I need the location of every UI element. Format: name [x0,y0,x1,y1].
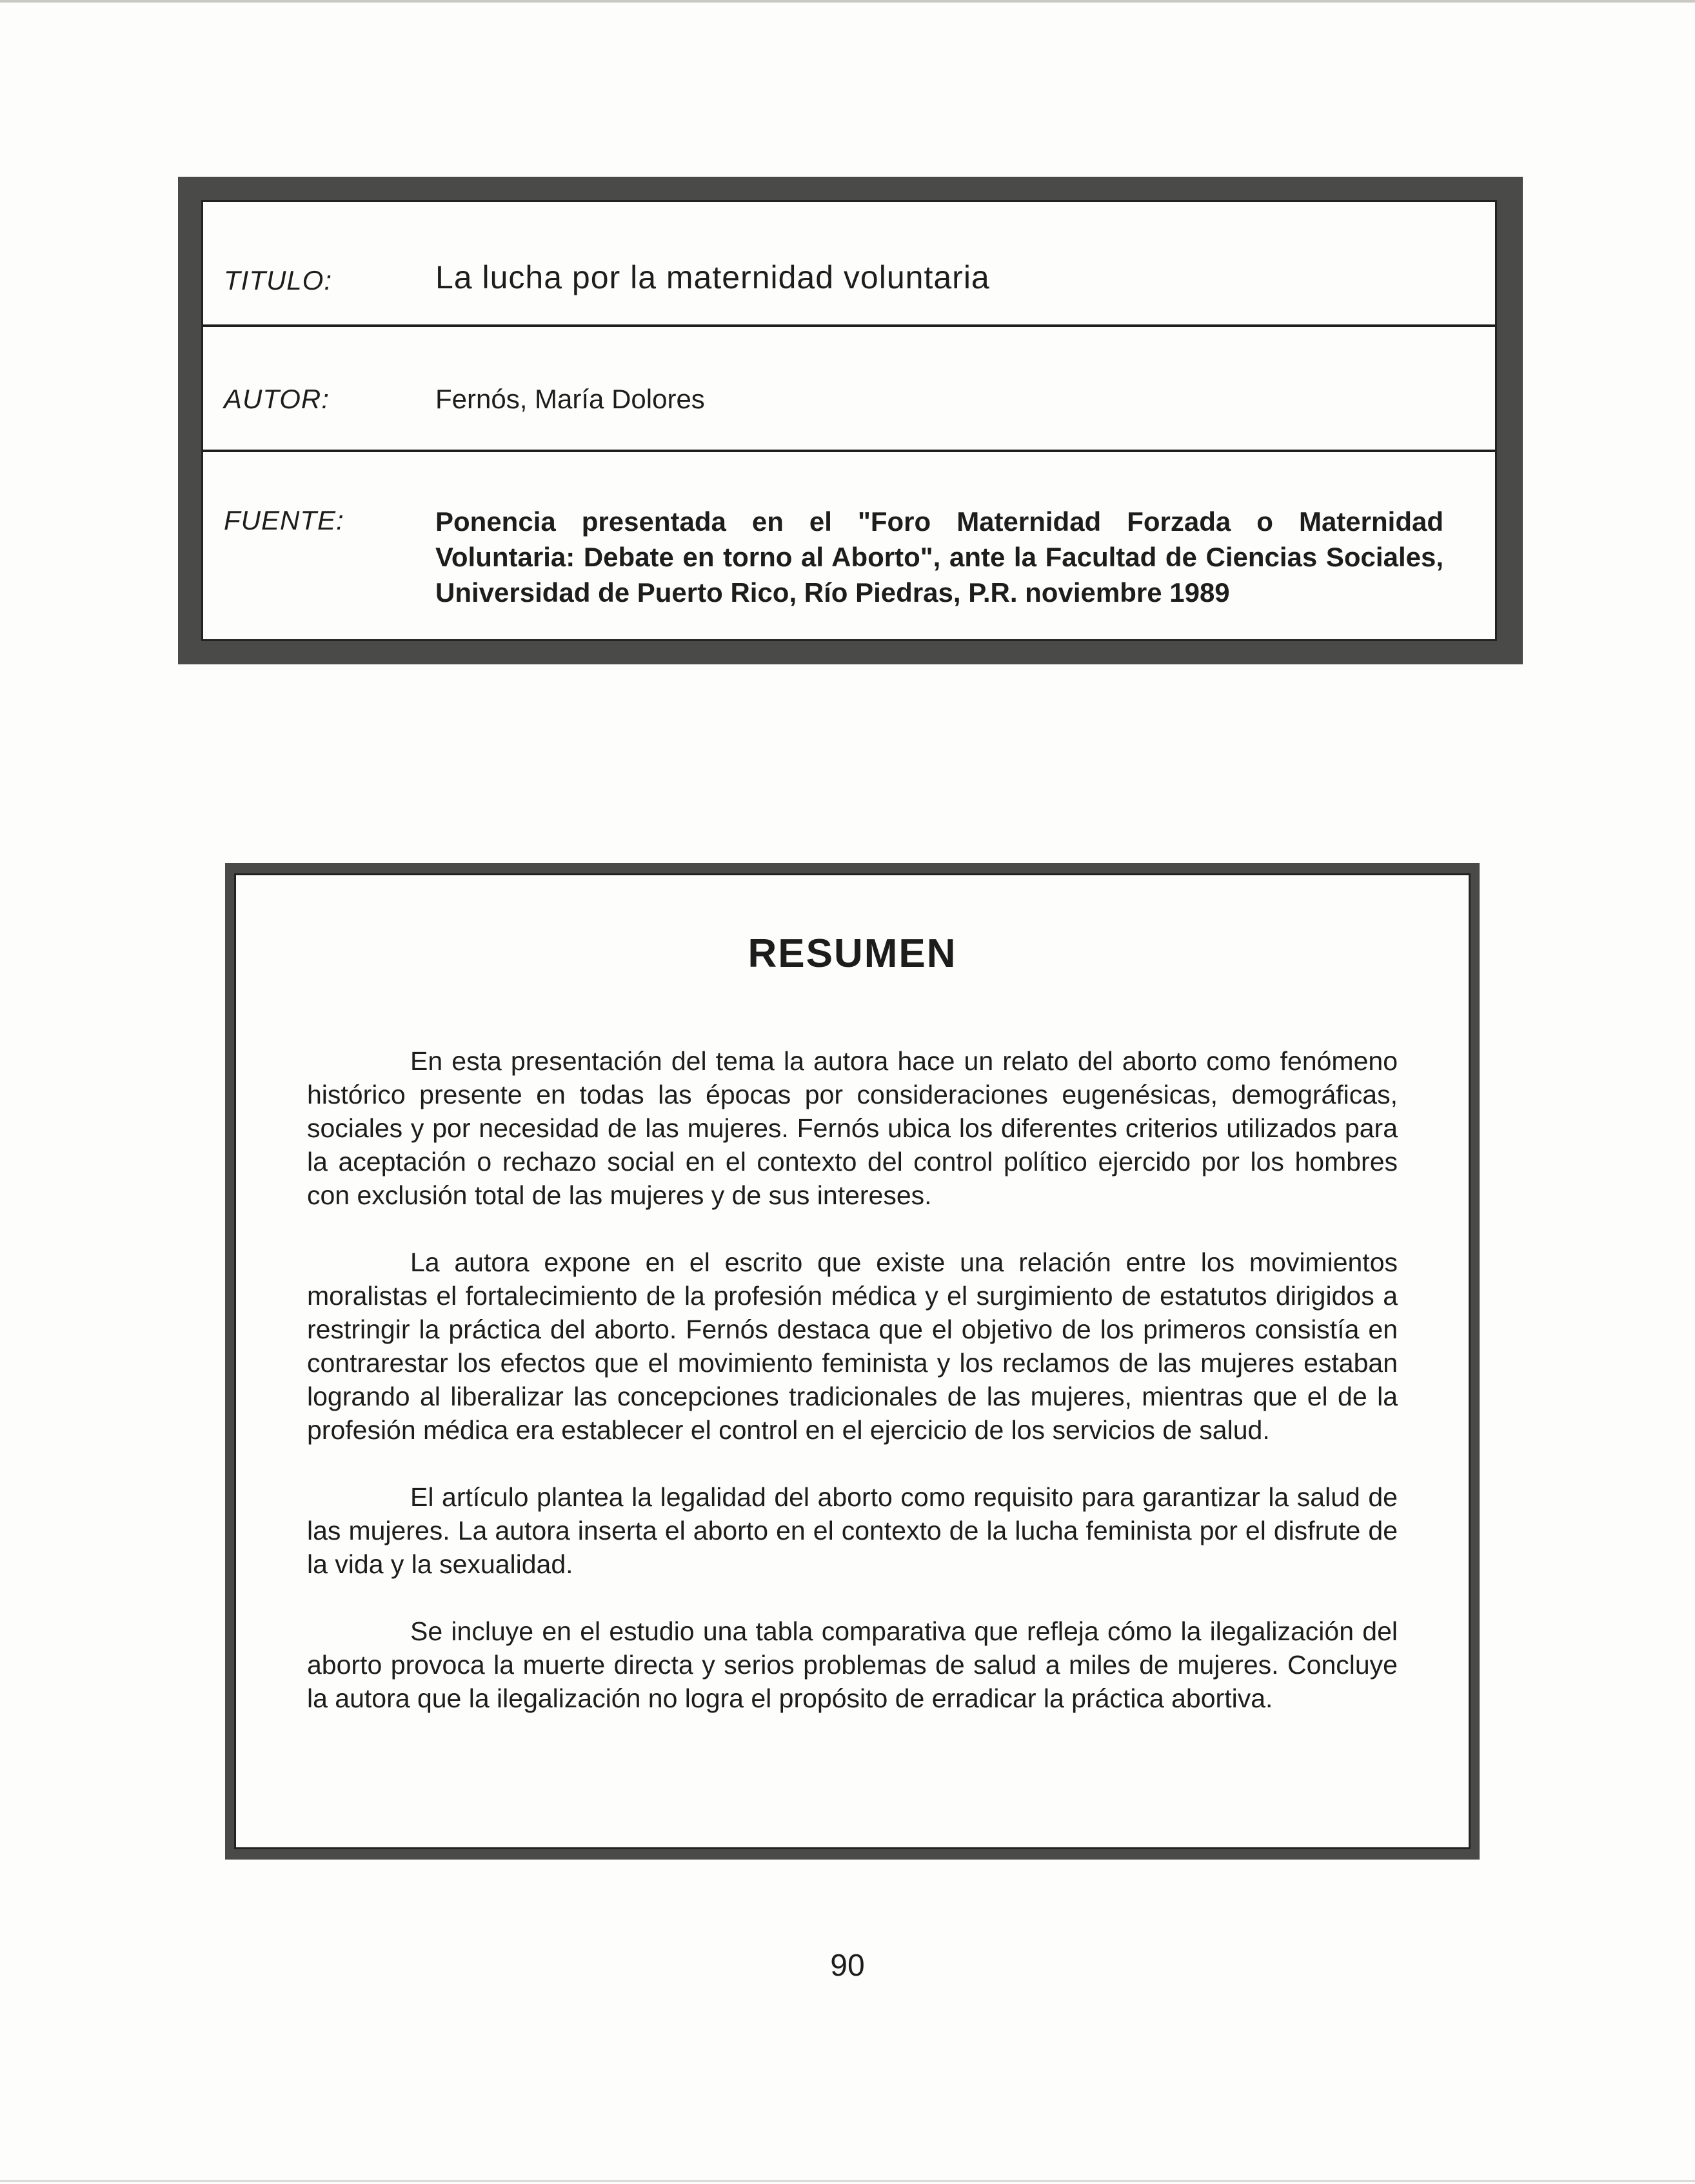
page-number: 90 [830,1949,865,1983]
fuente-value: Ponencia presentada en el "Foro Maternidad Forzada o Maternidad Voluntaria: Debate en torno al Aborto", ante la Facultad de Ciencias Sociales, Universidad de Puerto Rico, Río Piedras, P.R. noviembre 1989 [435,506,1443,608]
resumen-paragraph: En esta presentación del tema la autora hace un relato del aborto como fenómeno histórico presente en todas las épocas por consideraciones eugenésicas, demográficas, sociales y por necesidad de las mujeres. Fernós ubica los diferentes criterios utilizados para la aceptación o rechazo social en el contexto del control político ejercido por los hombres con exclusión total de las mujeres y de sus intereses. [307,1046,1398,1210]
resumen-box [225,863,1480,1860]
fuente-label: FUENTE: [224,505,344,535]
fuente-row [203,452,1495,639]
titulo-label: TITULO: [224,265,333,295]
autor-label: AUTOR: [224,384,330,414]
metadata-box [178,177,1523,664]
resumen-paragraph: Se incluye en el estudio una tabla comparativa que refleja cómo la ilegalización del aborto provoca la muerte directa y serios problemas de salud a miles de mujeres. Concluye la autora que la ilegalización no logra el propósito de erradicar la práctica abortiva. [307,1616,1398,1713]
resumen-paragraph: El artículo plantea la legalidad del aborto como requisito para garantizar la salud de las mujeres. La autora inserta el aborto en el contexto de la lucha feminista por el disfrute de la vida y la sexualidad. [307,1482,1398,1579]
metadata-box-inner [201,200,1497,641]
titulo-row [203,202,1495,327]
resumen-paragraph: La autora expone en el escrito que existe una relación entre los movimientos moralistas el fortalecimiento de la profesión médica y el surgimiento de estatutos dirigidos a restringir la práctica del aborto. Fernós destaca que el objetivo de los primeros consistía en contrarestar los efectos que el movimiento feminista y los reclamos de las mujeres estaban logrando al liberalizar las concepciones tradicionales de las mujeres, mientras que el de la profesión médica era establecer el control en el ejercicio de los servicios de salud. [307,1247,1398,1445]
resumen-body [307,1044,1398,1749]
autor-row [203,327,1495,452]
resumen-box-inner [234,873,1471,1849]
autor-value: Fernós, María Dolores [435,384,705,414]
titulo-value: La lucha por la maternidad voluntaria [435,259,990,295]
scan-edge-bottom [0,2180,1695,2182]
scan-edge-top [0,0,1695,3]
resumen-title: RESUMEN [748,931,957,976]
